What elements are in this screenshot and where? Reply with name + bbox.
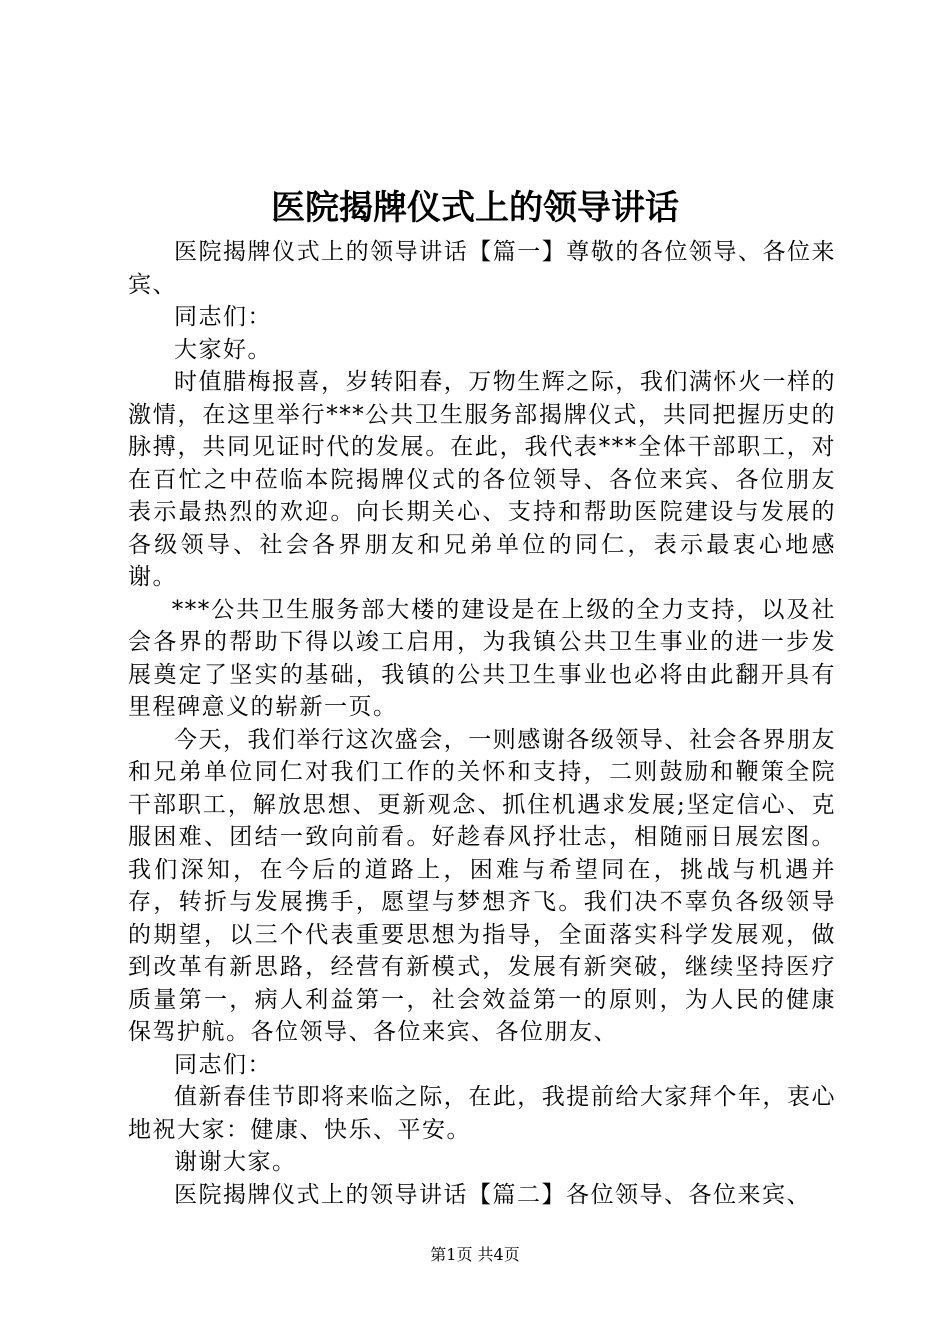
paragraph-1: 医院揭牌仪式上的领导讲话【篇一】尊敬的各位领导、各位来宾、	[128, 239, 836, 298]
paragraph-3: 大家好。	[174, 336, 272, 363]
paragraph-7: 同志们：	[174, 1051, 272, 1078]
document-body	[128, 236, 836, 1211]
document-title: 医院揭牌仪式上的领导讲话	[271, 188, 679, 228]
paragraph-6: 今天，我们举行这次盛会，一则感谢各级领导、社会各界朋友和兄弟单位同仁对我们工作的关怀和支持，二则鼓励和鞭策全院干部职工，解放思想、更新观念、抓住机遇求发展;坚定信心、克服困难、团结一致向前看。好趁春风抒壮志，相随丽日展宏图。我们深知，在今后的道路上，困难与希望同在，挑战与机遇并存，转折与发展携手，愿望与梦想齐飞。我们决不辜负各级领导的期望，以三个代表重要思想为指导，全面落实科学发展观，做到改革有新思路，经营有新模式，发展有新突破，继续坚持医疗质量第一，病人利益第一，社会效益第一的原则，为人民的健康保驾护航。各位领导、各位来宾、各位朋友、	[128, 726, 836, 1045]
paragraph-4: 时值腊梅报喜，岁转阳春，万物生辉之际，我们满怀火一样的激情，在这里举行***公共卫生服务部揭牌仪式，共同把握历史的脉搏，共同见证时代的发展。在此，我代表***全体干部职工，对在百忙之中莅临本院揭牌仪式的各位领导、各位来宾、各位朋友表示最热烈的欢迎。向长期关心、支持和帮助医院建设与发展的各级领导、社会各界朋友和兄弟单位的同仁，表示最衷心地感谢。	[128, 369, 836, 590]
page-footer: 第1页 共4页	[430, 1245, 520, 1264]
paragraph-2: 同志们：	[174, 304, 272, 330]
paragraph-8: 值新春佳节即将来临之际，在此，我提前给大家拜个年，衷心地祝大家：健康、快乐、平安。	[128, 1084, 836, 1143]
paragraph-10: 医院揭牌仪式上的领导讲话【篇二】各位领导、各位来宾、	[174, 1181, 811, 1208]
paragraph-9: 谢谢大家。	[174, 1149, 297, 1175]
paragraph-5: ***公共卫生服务部大楼的建设是在上级的全力支持，以及社会各界的帮助下得以竣工启用，为我镇公共卫生事业的进一步发展奠定了坚实的基础，我镇的公共卫生事业也必将由此翻开具有里程碑意义的崭新一页。	[128, 596, 836, 720]
